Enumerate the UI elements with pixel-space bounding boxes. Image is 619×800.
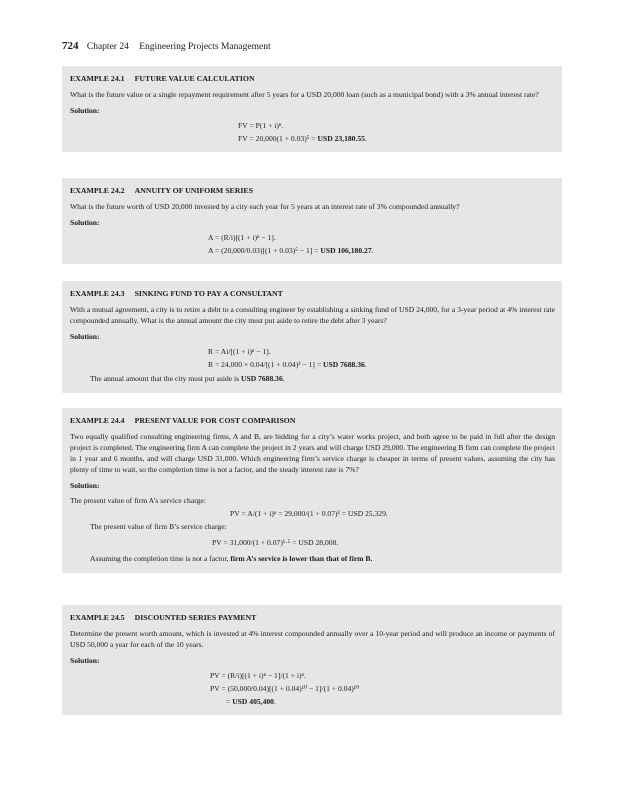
equation: R = 24,000 × 0.04/[(1 + 0.04)³ − 1] = USD 7688.36. bbox=[208, 360, 367, 370]
example-problem: What is the future worth of USD 20,000 invested by a city each year for 5 years at an interest rate of 3% compounded annually? bbox=[70, 202, 460, 212]
example-problem: What is the future value or a single repayment requirement after 5 years for a USD 20,000 loan (such as a municipal bond) with a 3% annual interest rate? bbox=[70, 90, 539, 100]
equation: PV = 31,000/(1 + 0.07)¹·⁵ = USD 28,008. bbox=[212, 538, 339, 548]
equation: PV = (50,000/0.04)[(1 + 0.04)¹⁰ − 1]/(1 + 0.04)¹⁰ bbox=[210, 684, 360, 694]
equation: = USD 405,400. bbox=[226, 697, 276, 707]
equation: PV = A/(1 + i)ⁿ = 29,000/(1 + 0.07)² = USD 25,329. bbox=[230, 509, 388, 519]
chapter-title: Engineering Projects Management bbox=[139, 42, 271, 52]
solution-text: The present value of firm A’s service charge: bbox=[70, 496, 206, 506]
solution-label: Solution: bbox=[70, 218, 100, 228]
example-24-2 bbox=[62, 178, 562, 264]
equation: FV = P(1 + i)ⁿ. bbox=[238, 121, 284, 131]
example-title: EXAMPLE 24.4 PRESENT VALUE FOR COST COMPARISON bbox=[70, 416, 296, 425]
example-problem: Determine the present worth amount, which is invested at 4% interest compounded annually over a 10-year period and will produce an income or payments of USD 50,000 a year for each of the 10 years. bbox=[70, 629, 555, 650]
equation: FV = 20,000(1 + 0.03)⁵ = USD 23,180.55. bbox=[238, 134, 367, 144]
example-title: EXAMPLE 24.3 SINKING FUND TO PAY A CONSULTANT bbox=[70, 289, 283, 298]
conclusion: Assuming the completion time is not a factor, firm A’s service is lower than that of firm B. bbox=[90, 554, 373, 564]
page-header bbox=[62, 40, 271, 52]
solution-label: Solution: bbox=[70, 656, 100, 666]
equation: PV = (R/i)[(1 + i)ⁿ − 1]/(1 + i)ⁿ. bbox=[210, 671, 306, 681]
example-title: EXAMPLE 24.5 DISCOUNTED SERIES PAYMENT bbox=[70, 613, 257, 622]
equation: A = (R/i)[(1 + i)ⁿ − 1]. bbox=[208, 233, 276, 243]
example-24-4 bbox=[62, 408, 562, 573]
solution-text: The present value of firm B’s service charge: bbox=[90, 522, 227, 532]
chapter-label: Chapter 24 bbox=[86, 42, 129, 52]
example-problem: Two equally qualified consulting engineering firms, A and B, are bidding for a city’s water works project, and both agree to be paid in full after the design project is completed. The engineering firm A can complete the project in 2 years and will charge USD 29,000. The engineering B firm can complete the project in 1 year and 6 months, and will charge USD 31,000. Which engineering firm’s service charge is cheaper in terms of present values, assuming the city has plenty of time to wait, so the completion time is not a factor, and the steady interest rate is 7%? bbox=[70, 432, 555, 475]
solution-label: Solution: bbox=[70, 481, 100, 491]
conclusion: The annual amount that the city must put aside is USD 7688.36. bbox=[90, 374, 285, 384]
example-title: EXAMPLE 24.2 ANNUITY OF UNIFORM SERIES bbox=[70, 186, 253, 195]
solution-label: Solution: bbox=[70, 332, 100, 342]
example-problem: With a mutual agreement, a city is to retire a debt to a consulting engineer by establishing a sinking fund of USD 24,000, for a 3-year period at 4% interest rate compounded annually. What is the annual amount the city must put aside to retire the debt after 3 years? bbox=[70, 305, 555, 326]
example-24-1 bbox=[62, 66, 562, 152]
example-title: EXAMPLE 24.1 FUTURE VALUE CALCULATION bbox=[70, 74, 255, 83]
example-24-3 bbox=[62, 281, 562, 393]
equation: R = Ai/[(1 + i)ⁿ − 1]. bbox=[208, 347, 271, 357]
solution-label: Solution: bbox=[70, 106, 100, 116]
equation: A = (20,000/0.03)[(1 + 0.03)⁵ − 1] = USD 106,180.27. bbox=[208, 246, 374, 256]
page-number: 724 bbox=[62, 40, 79, 52]
example-24-5 bbox=[62, 605, 562, 715]
